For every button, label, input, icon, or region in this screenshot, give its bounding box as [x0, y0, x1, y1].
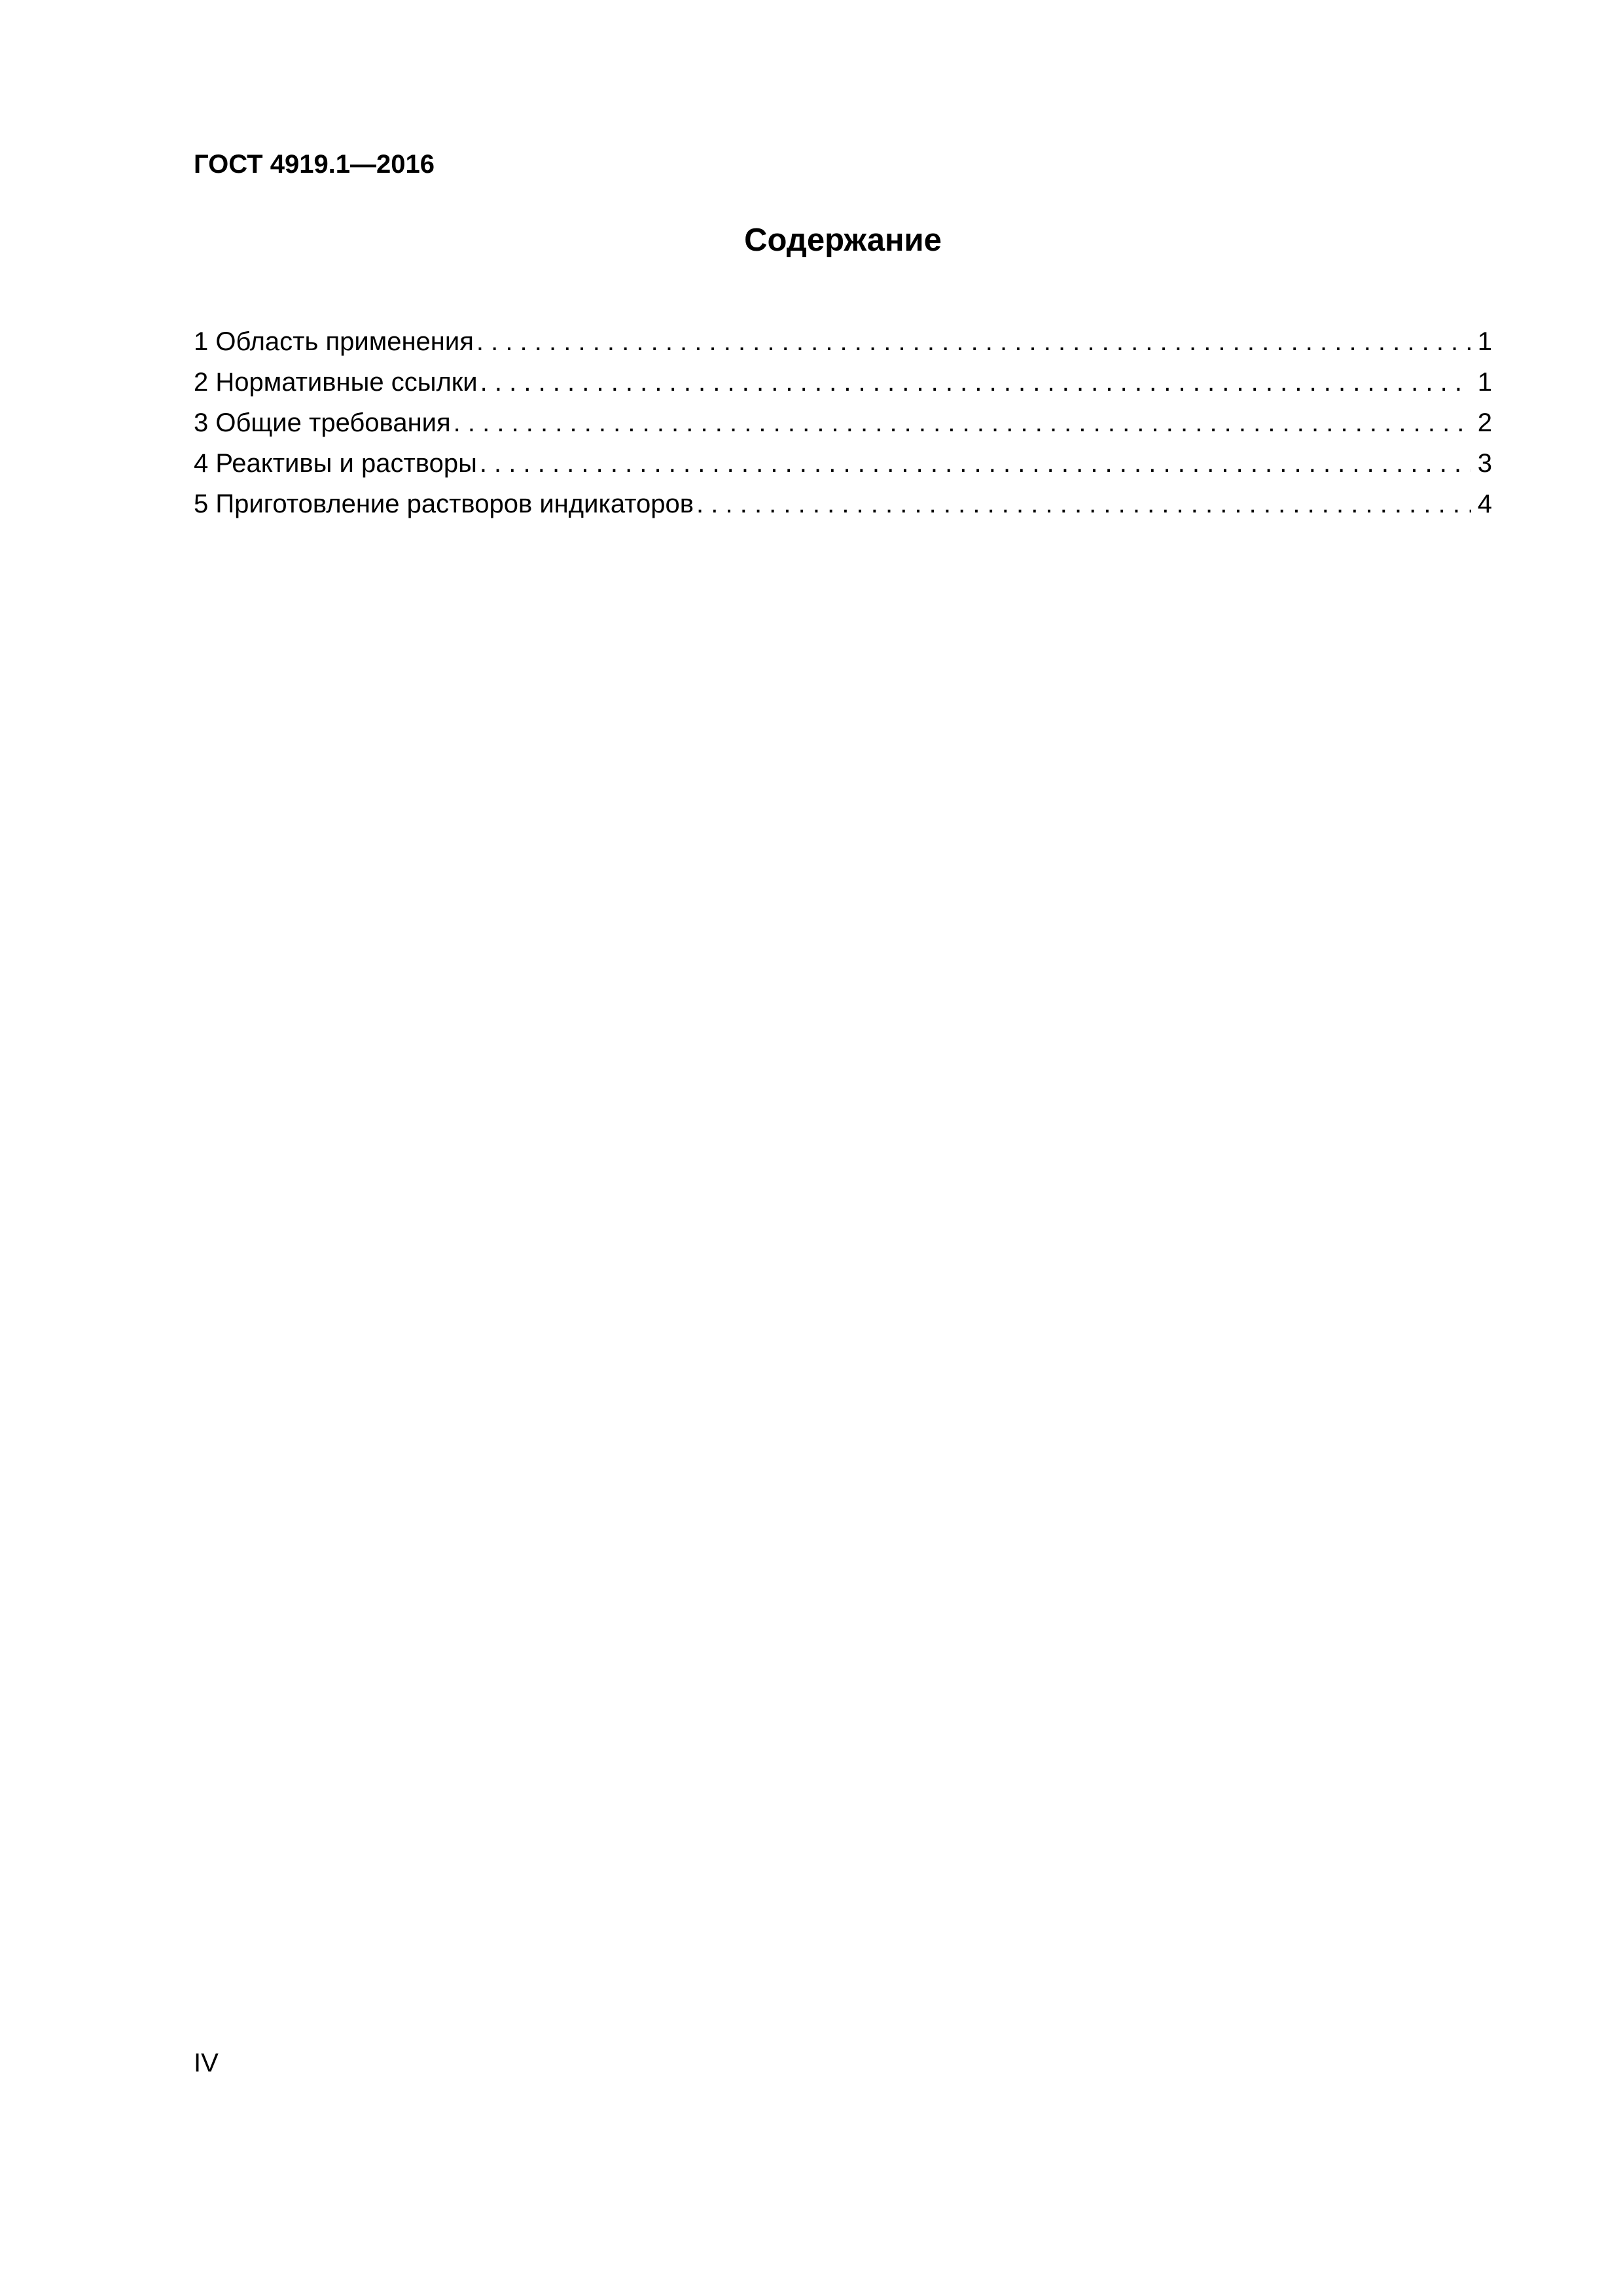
page-number: IV	[194, 2049, 219, 2077]
toc-leader-dots	[480, 362, 1471, 403]
toc-entry-page: 3	[1477, 449, 1492, 478]
toc-entry[interactable]	[194, 403, 1492, 443]
toc-entry-label: 1 Область применения	[194, 327, 474, 356]
toc-entry-page: 1	[1477, 327, 1492, 356]
toc-leader-dots	[696, 484, 1471, 524]
page-title: Содержание	[744, 223, 942, 258]
toc-entry[interactable]	[194, 362, 1492, 403]
toc-entry-page: 2	[1477, 408, 1492, 437]
table-of-contents	[194, 321, 1492, 524]
toc-entry-label: 4 Реактивы и растворы	[194, 449, 477, 478]
toc-entry-label: 2 Нормативные ссылки	[194, 368, 478, 397]
toc-entry-page: 4	[1477, 490, 1492, 518]
toc-leader-dots	[476, 321, 1471, 362]
document-header: ГОСТ 4919.1—2016	[194, 150, 435, 179]
toc-entry[interactable]	[194, 484, 1492, 524]
toc-entry[interactable]	[194, 443, 1492, 484]
toc-entry[interactable]	[194, 321, 1492, 362]
toc-entry-label: 3 Общие требования	[194, 408, 451, 437]
toc-entry-page: 1	[1477, 368, 1492, 397]
toc-leader-dots	[454, 403, 1471, 443]
toc-leader-dots	[480, 443, 1471, 484]
toc-entry-label: 5 Приготовление растворов индикаторов	[194, 490, 694, 518]
